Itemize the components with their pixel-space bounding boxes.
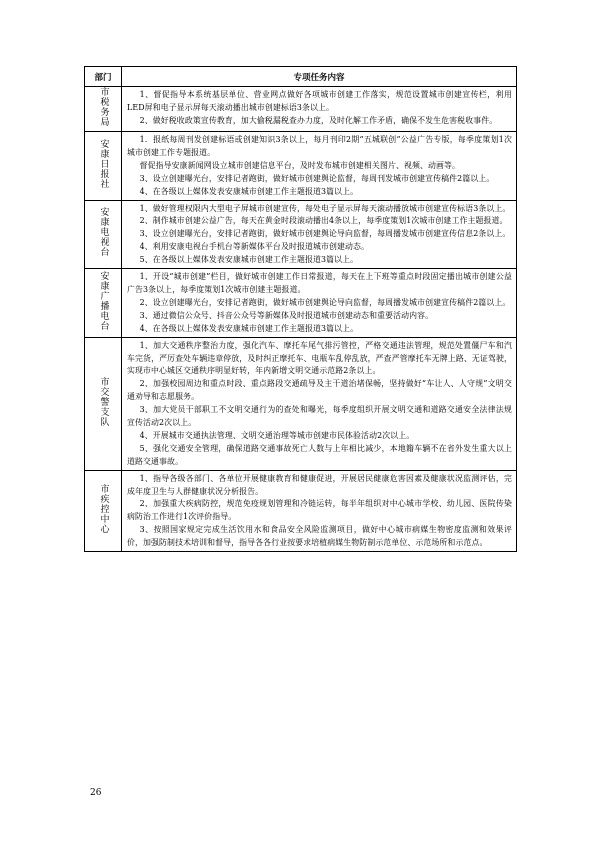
table-row: [85, 470, 517, 551]
task-item: 3、通过微信公众号、抖音公众号等新媒体及时报道城市创建动态和重要活动内容。: [139, 310, 434, 320]
department-cell: [85, 132, 122, 201]
task-item: 1、加大交通秩序整治力度，强化汽车、摩托车尾气排污管控，严格交通违法管理，规范处置僵尸车和汽车完货，严厉查处车辆违章停放，及时纠正摩托车、电瓶车乱停乱放，严查严管摩托车无牌上路、无证驾驶，实现市中心城区交通秩序明显好转，年内新增文明交通示范路2条以上。: [127, 340, 512, 376]
task-item: 督促指导安康新闻网设立城市创建信息平台，及时发布城市创建相关图片、视频、动画等。: [139, 160, 461, 170]
task-item: 1、做好管理权限内大型电子屏城市创建宣传，每处电子显示屏每天滚动播放城市创建宣传标语3条以上。: [139, 203, 511, 213]
table-row: [85, 132, 517, 201]
task-item: 1、指导各级各部门、各单位开展健康教育和健康促进，开展居民健康危害因素及健康状况监测评估，完成年度卫生与人群健康状况分析报告。: [127, 473, 512, 496]
task-item: 1、督促指导本系统基层单位、营业网点做好各项城市创建工作落实，规范设置城市创建宣传栏，利用LED屏和电子显示屏每天滚动播出城市创建标语3条以上。: [127, 90, 512, 112]
task-table: [84, 66, 517, 552]
tasks-cell: [122, 470, 517, 551]
table-row: [85, 200, 517, 269]
task-item: 4、在各级以上媒体发表安康城市创建工作主题报道3篇以上。: [139, 323, 359, 333]
table-row: [85, 337, 517, 470]
table-row: [85, 87, 517, 132]
department-cell: [85, 470, 122, 551]
task-item: 4、开展城市交通执法管理、文明交通治理等城市创建市民体验活动2次以上。: [139, 430, 415, 440]
task-item: 2、做好税收政策宣传教育，加大偷税漏税查办力度，及时化解工作矛盾，确保不发生危害税收事件。: [139, 115, 498, 125]
department-header: 部门: [85, 67, 122, 87]
department-name: 安康广播电台: [98, 270, 109, 331]
department-name: 市税务局: [98, 87, 109, 127]
department-cell: [85, 87, 122, 132]
department-name: 市疾控中心: [98, 483, 109, 534]
table-header-row: [85, 67, 517, 87]
task-item: 5、在各级以上媒体发表安康城市创建工作主题报道3篇以上。: [139, 255, 359, 265]
task-item: 4、在各级以上媒体发表安康城市创建工作主题报道3篇以上。: [139, 186, 359, 196]
page-number: 26: [90, 788, 102, 798]
task-item: 2、制作城市创建公益广告，每天在黄金时段滚动播出4条以上，每季度策划1次城市创建工作主题报道。: [139, 216, 508, 226]
department-cell: [85, 269, 122, 338]
department-name: 市交警支队: [98, 376, 109, 427]
task-item: 4、利用安康电视台手机台等新媒体平台及时报道城市创建动态。: [139, 242, 370, 252]
department-cell: [85, 337, 122, 470]
task-item: 5、强化交通安全管理，确保道路交通事故死亡人数与上年相比减少，本地籍车辆不在省外发生重大以上道路交通事故。: [127, 443, 512, 466]
task-item: 3、设立创建曝光台，安排记者跑街，做好城市创建舆论导向监督，每周播发城市创建宣传信息2条以上。: [139, 229, 511, 239]
tasks-cell: [122, 269, 517, 338]
task-item: 3、按照国家规定完成生活饮用水和食品安全风险监测项目，做好中心城市病媒生物密度监测和效果评价，加强防制技术培训和督导，指导各各行业按要求培植病媒生物防制示范单位、示范场所和示范点。: [127, 525, 512, 548]
table-row: [85, 269, 517, 338]
tasks-cell: [122, 200, 517, 269]
task-item: 3、加大党员干部职工不文明交通行为的查处和曝光，每季度组织开展文明交通和道路交通安全法律法规宣传活动2次以上。: [127, 405, 512, 428]
tasks-cell: [122, 87, 517, 132]
tasks-cell: [122, 337, 517, 470]
task-item: 1．报纸每周刊发创建标语或创建知识3条以上，每月刊印2期“五城联创”公益广告专版，每季度策划1次城市创建工作专题报道。: [127, 135, 512, 157]
tasks-header: 专项任务内容: [122, 67, 517, 87]
department-name: 安康日报社: [98, 138, 109, 189]
task-item: 2、加强重大疾病防控，规范免疫规划管理和冷链运转，每半年组织对中心城市学校、幼儿园、医院传染病防治工作进行1次评价指导。: [127, 499, 512, 522]
department-cell: [85, 200, 122, 269]
tasks-cell: [122, 132, 517, 201]
task-item: 1、开设“城市创建”栏目，做好城市创建工作日常报道，每天在上下班等重点时段固定播出城市创建公益广告3条以上，每季度策划1次城市创建主题报道。: [127, 272, 512, 294]
task-item: 2、加强校园周边和重点时段、重点路段交通疏导及主干道治堵保畅，坚持做好“车让人、人守规”文明交通劝导和志愿服务。: [127, 379, 512, 402]
department-name: 安康电视台: [98, 207, 109, 258]
task-item: 3、设立创建曝光台，安排记者跑街，做好城市创建舆论监督，每周刊发城市创建宣传稿件2篇以上。: [139, 173, 495, 183]
task-item: 2、设立创建曝光台，安排记者跑街，做好城市创建舆论导向监督，每周播发城市创建宣传稿件2篇以上。: [139, 297, 511, 307]
table-body: [85, 87, 517, 552]
